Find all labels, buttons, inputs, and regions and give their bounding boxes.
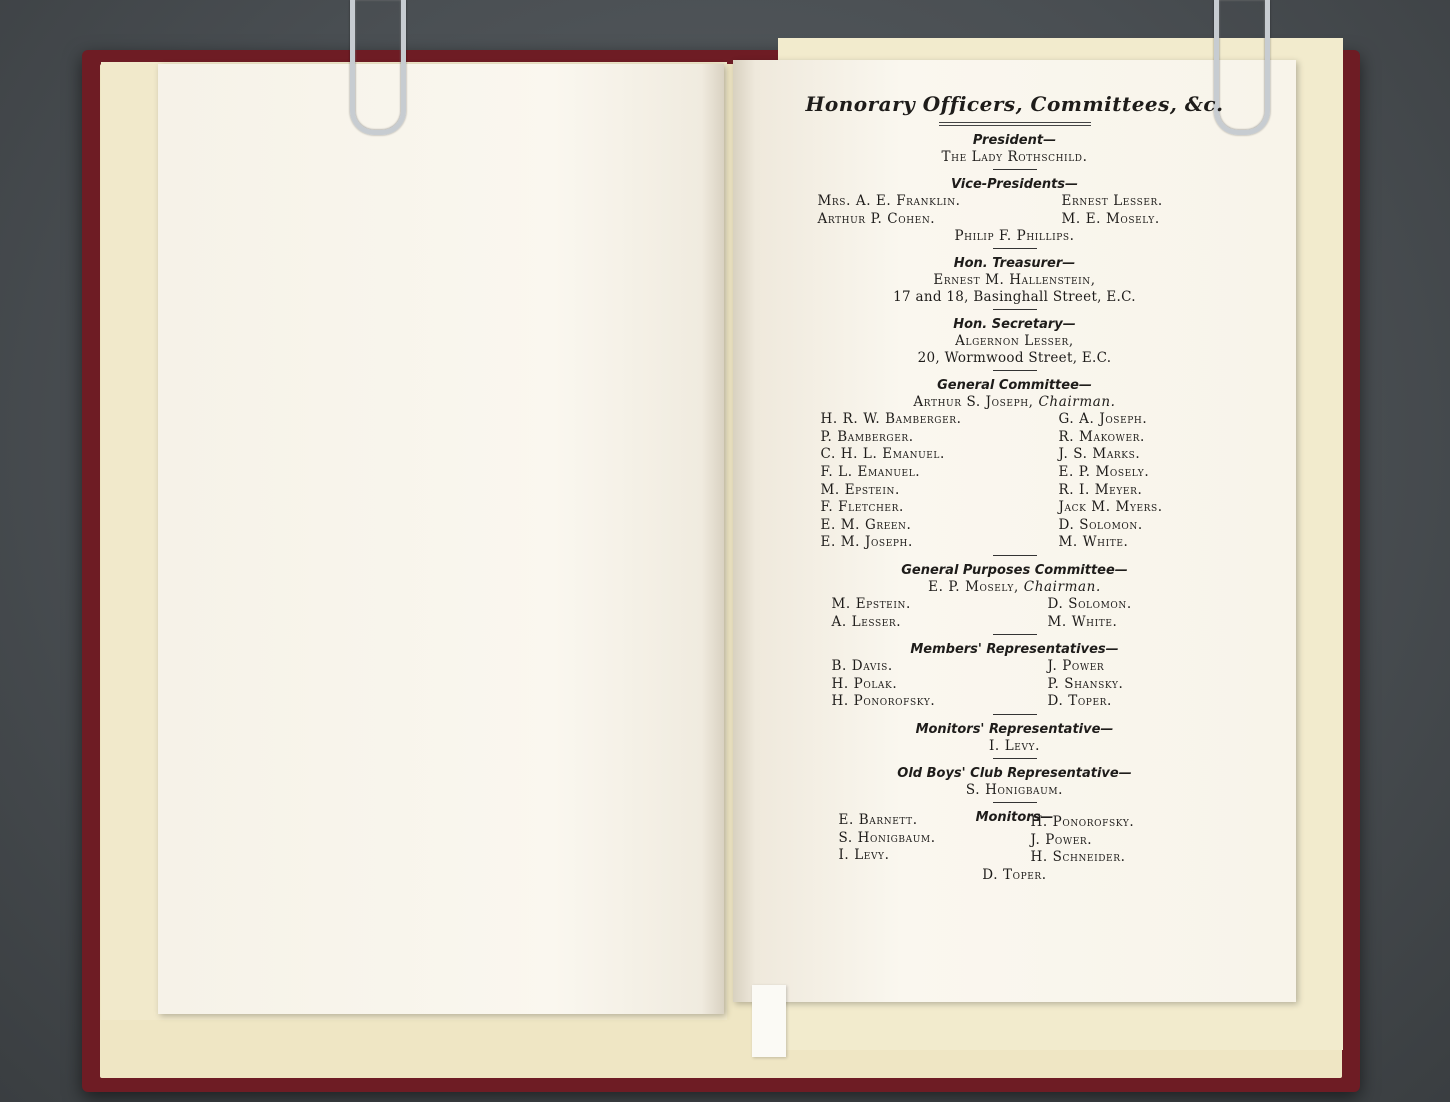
general-purposes-heading: General Purposes Committee—: [901, 562, 1128, 578]
secretary-heading: Hon. Secretary—: [953, 317, 1076, 333]
list-item: C. H. L. Emanuel.: [820, 446, 945, 463]
list-item: A. Lesser.: [831, 613, 902, 630]
list-item: H. Schneider.: [1030, 849, 1126, 866]
list-item: H. Ponorofsky.: [1030, 813, 1135, 830]
general-purposes-chairman: [733, 579, 1296, 596]
list-item: R. I. Meyer.: [1058, 481, 1143, 498]
treasurer-heading: Hon. Treasurer—: [953, 256, 1076, 272]
list-item: H. Ponorofsky.: [831, 693, 936, 710]
vice-presidents-list: [733, 193, 1296, 228]
chairman-name: E. P. Mosely,: [928, 578, 1019, 595]
list-item: J. S. Marks.: [1058, 446, 1141, 463]
divider: [993, 758, 1037, 759]
list-item: E. M. Joseph.: [820, 534, 913, 551]
divider: [993, 634, 1037, 635]
list-item: G. A. Joseph.: [1058, 411, 1148, 428]
list-item: D. Solomon.: [1047, 595, 1132, 612]
divider: [993, 714, 1037, 715]
list-item: M. Epstein.: [831, 595, 911, 612]
vice-presidents-heading: Vice-Presidents—: [950, 177, 1079, 192]
list-item: Philip F. Phillips.: [954, 228, 1075, 245]
president-heading: President—: [972, 133, 1057, 148]
president-name: The Lady Rothschild.: [941, 149, 1088, 165]
old-boys-rep-name: S. Honigbaum.: [965, 781, 1064, 798]
general-purposes-list: [733, 596, 1296, 631]
page-content: [733, 78, 1296, 978]
divider: [993, 309, 1037, 310]
list-item: Ernest Lesser.: [1061, 193, 1163, 209]
treasurer-address: 17 and 18, Basinghall Street, E.C.: [893, 289, 1136, 306]
general-committee-list: [733, 411, 1296, 552]
list-item: E. P. Mosely.: [1058, 463, 1150, 480]
list-item: Arthur P. Cohen.: [817, 210, 936, 227]
list-item: D. Toper.: [982, 866, 1047, 883]
list-item: M. White.: [1058, 534, 1129, 551]
list-item: D. Toper.: [1047, 693, 1112, 710]
general-committee-heading: General Committee—: [937, 378, 1092, 394]
left-page-blank: [158, 64, 724, 1014]
divider: [993, 169, 1037, 170]
list-item: M. E. Mosely.: [1061, 210, 1160, 227]
list-item: R. Makower.: [1058, 428, 1145, 445]
list-item: J. Power.: [1030, 831, 1093, 848]
old-boys-rep-heading: Old Boys' Club Representative—: [897, 765, 1132, 781]
list-item: P. Bamberger.: [820, 428, 914, 445]
list-item: M. White.: [1047, 613, 1118, 630]
bookmark-ribbon: [752, 985, 786, 1057]
chairman-label: Chairman.: [1038, 394, 1116, 411]
list-item: H. R. W. Bamberger.: [820, 411, 962, 428]
members-reps-list: [733, 658, 1296, 711]
treasurer-name: Ernest M. Hallenstein,: [933, 272, 1096, 289]
list-item: F. L. Emanuel.: [820, 463, 921, 480]
divider: [993, 248, 1037, 249]
list-item: Jack M. Myers.: [1058, 499, 1163, 516]
secretary-name: Algernon Lesser,: [955, 333, 1074, 350]
list-item: F. Fletcher.: [820, 499, 904, 516]
list-item: E. Barnett.: [838, 811, 918, 828]
secretary-address: 20, Wormwood Street, E.C.: [917, 350, 1112, 367]
page-title: Honorary Officers, Committees, &c.: [805, 92, 1224, 116]
list-item: H. Polak.: [831, 675, 898, 692]
general-committee-chairman: [733, 394, 1296, 411]
chairman-name: Arthur S. Joseph,: [913, 394, 1034, 411]
monitors-heading: Monitors—: [975, 809, 1054, 825]
divider: [993, 370, 1037, 371]
list-item: Mrs. A. E. Franklin.: [817, 193, 961, 209]
list-item: S. Honigbaum.: [838, 829, 936, 846]
list-item: D. Solomon.: [1058, 516, 1143, 533]
monitors-rep-heading: Monitors' Representative—: [915, 721, 1114, 737]
divider: [993, 555, 1037, 556]
list-item: P. Shansky.: [1047, 675, 1124, 692]
list-item: I. Levy.: [838, 847, 890, 864]
chairman-label: Chairman.: [1023, 578, 1101, 595]
members-reps-heading: Members' Representatives—: [910, 642, 1119, 658]
monitors-list: [733, 812, 1296, 867]
monitors-rep-name: I. Levy.: [989, 737, 1040, 754]
divider: [993, 802, 1037, 803]
list-item: B. Davis.: [831, 658, 893, 675]
page-clip-left: [350, 0, 406, 135]
list-item: M. Epstein.: [820, 481, 900, 498]
list-item: E. M. Green.: [820, 516, 912, 533]
title-rule: [939, 122, 1091, 126]
list-item: J. Power: [1047, 658, 1105, 675]
